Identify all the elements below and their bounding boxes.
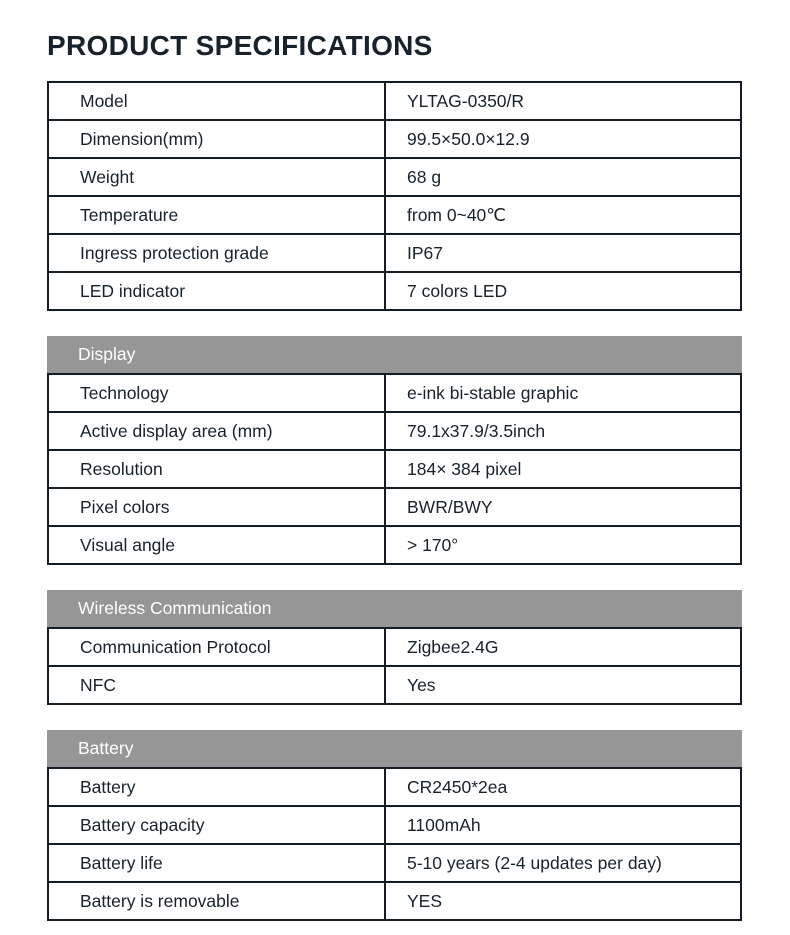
spec-row	[48, 844, 741, 882]
spec-table-body	[48, 82, 741, 310]
section-header: Display	[47, 336, 742, 373]
spec-value: YLTAG-0350/R	[385, 82, 741, 120]
spec-table	[47, 81, 742, 311]
spec-label: Battery capacity	[48, 806, 385, 844]
spec-row	[48, 768, 741, 806]
spec-row	[48, 412, 741, 450]
spec-value: e-ink bi-stable graphic	[385, 374, 741, 412]
spec-label: LED indicator	[48, 272, 385, 310]
spec-row	[48, 196, 741, 234]
spec-value: CR2450*2ea	[385, 768, 741, 806]
spec-value: Zigbee2.4G	[385, 628, 741, 666]
page-title: PRODUCT SPECIFICATIONS	[47, 30, 433, 61]
spec-table	[47, 627, 742, 705]
section-header: Wireless Communication	[47, 590, 742, 627]
spec-section	[47, 336, 742, 565]
spec-value: 5-10 years (2-4 updates per day)	[385, 844, 741, 882]
spec-table	[47, 767, 742, 921]
spec-row	[48, 158, 741, 196]
spec-row	[48, 882, 741, 920]
spec-row	[48, 628, 741, 666]
spec-value: 1100mAh	[385, 806, 741, 844]
spec-value: 7 colors LED	[385, 272, 741, 310]
spec-section	[47, 590, 742, 705]
spec-label: Visual angle	[48, 526, 385, 564]
spec-label: Battery life	[48, 844, 385, 882]
spec-row	[48, 82, 741, 120]
spec-label: Temperature	[48, 196, 385, 234]
spec-label: Ingress protection grade	[48, 234, 385, 272]
spec-section	[47, 730, 742, 921]
spec-table-body	[48, 628, 741, 704]
spec-row	[48, 374, 741, 412]
spec-row	[48, 120, 741, 158]
spec-label: Battery is removable	[48, 882, 385, 920]
spec-value: 99.5×50.0×12.9	[385, 120, 741, 158]
spec-section	[47, 81, 742, 311]
spec-value: > 170°	[385, 526, 741, 564]
spec-value: YES	[385, 882, 741, 920]
spec-row	[48, 488, 741, 526]
spec-row	[48, 450, 741, 488]
spec-row	[48, 666, 741, 704]
spec-label: Pixel colors	[48, 488, 385, 526]
spec-value: from 0~40℃	[385, 196, 741, 234]
spec-label: Dimension(mm)	[48, 120, 385, 158]
spec-row	[48, 234, 741, 272]
spec-label: Communication Protocol	[48, 628, 385, 666]
spec-row	[48, 806, 741, 844]
spec-row	[48, 272, 741, 310]
spec-value: Yes	[385, 666, 741, 704]
spec-label: Model	[48, 82, 385, 120]
spec-value: 184× 384 pixel	[385, 450, 741, 488]
spec-table-body	[48, 374, 741, 564]
sections-container	[47, 81, 790, 921]
spec-label: Weight	[48, 158, 385, 196]
spec-value: BWR/BWY	[385, 488, 741, 526]
spec-table-body	[48, 768, 741, 920]
section-header: Battery	[47, 730, 742, 767]
spec-label: Resolution	[48, 450, 385, 488]
spec-label: Technology	[48, 374, 385, 412]
spec-value: 79.1x37.9/3.5inch	[385, 412, 741, 450]
spec-label: Active display area (mm)	[48, 412, 385, 450]
spec-label: NFC	[48, 666, 385, 704]
spec-row	[48, 526, 741, 564]
spec-value: 68 g	[385, 158, 741, 196]
spec-label: Battery	[48, 768, 385, 806]
spec-table	[47, 373, 742, 565]
spec-value: IP67	[385, 234, 741, 272]
